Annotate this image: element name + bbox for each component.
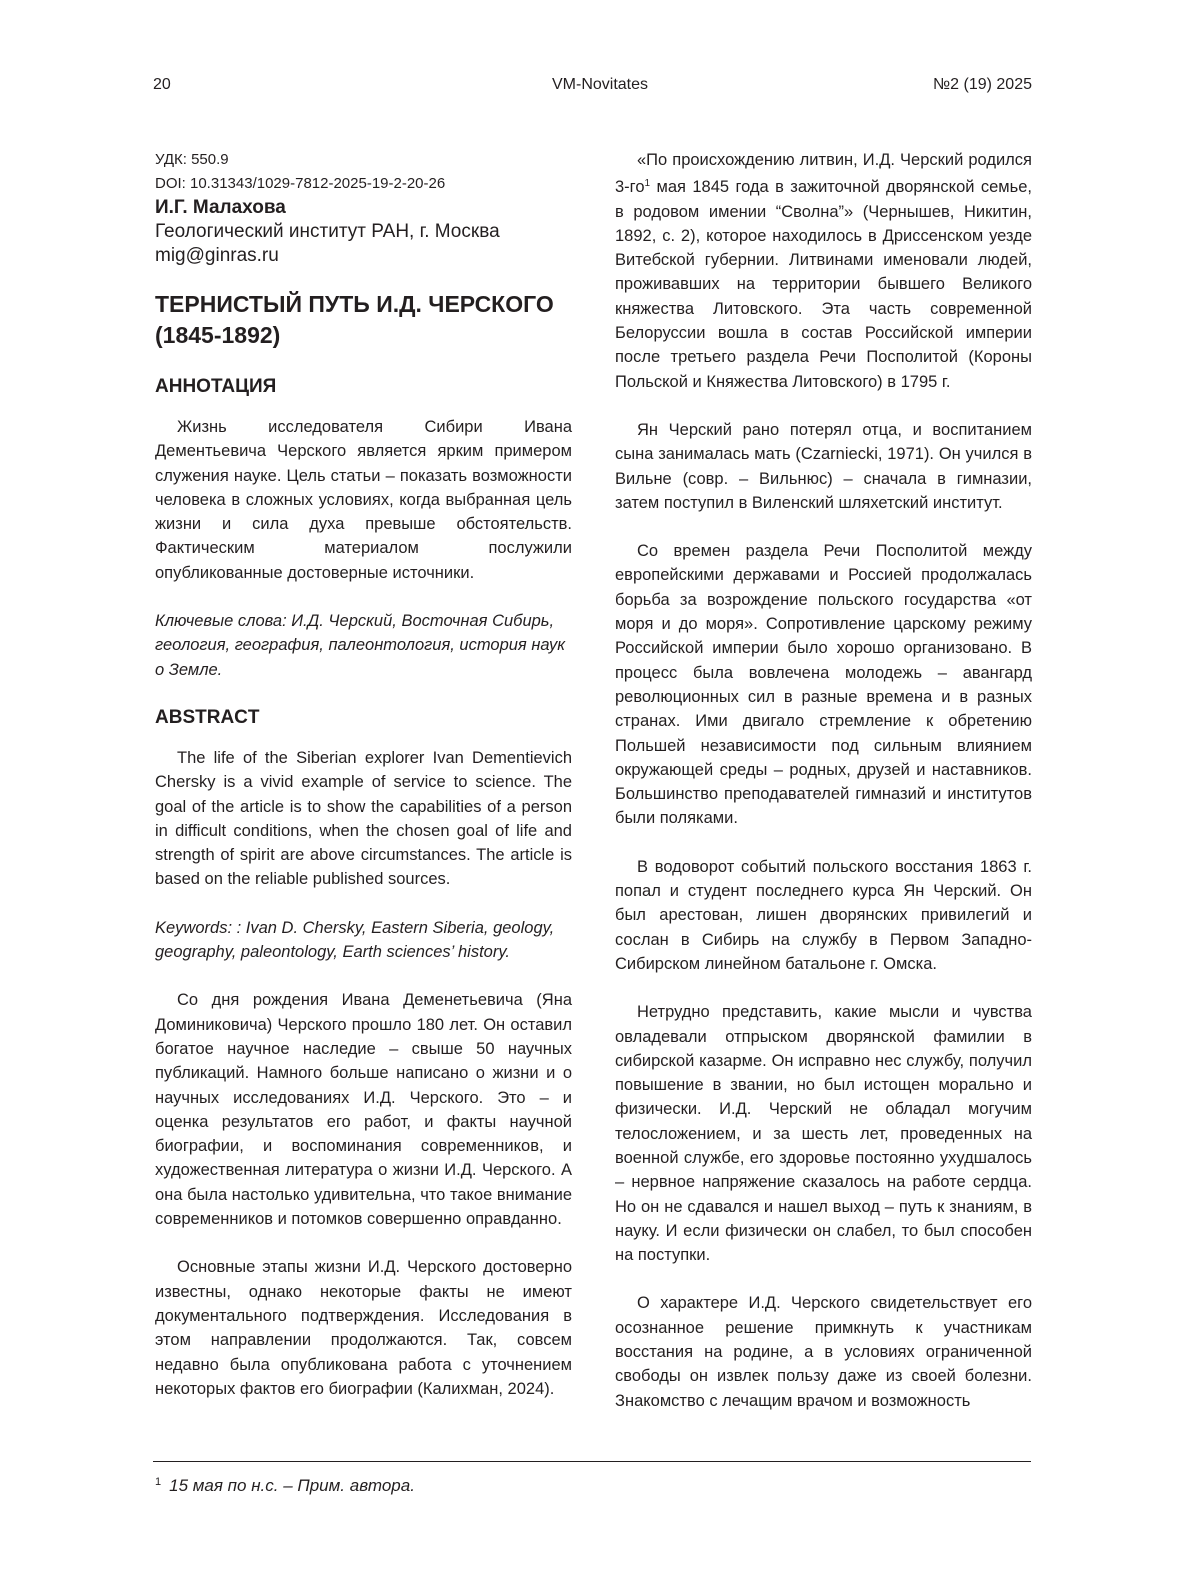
body-paragraph: Со дня рождения Ивана Деменетьевича (Яна Доминиковича) Черского прошло 180 лет. Он оставил богатое научное наследие – свыше 50 научных публикаций. Намного больше написано о жизни и о научных исследованиях И.Д. Черского. Это – и оценка результатов его работ, и факты научной биографии, и воспоминания современников, и художественная литература о жизни И.Д. Черского. А она была настолько удивительна, что такое внимание современников и потомков совершенно оправданно. <box>155 991 572 1229</box>
body-paragraph: В водоворот событий польского восстания 1863 г. попал и студент последнего курса Ян Черский. Он был арестован, лишен дворянских привилегий и сослан в Сибирь на службу в Первом Западно-Сибирском линейном батальоне г. Омска. <box>615 857 1032 973</box>
doi: DOI: 10.31343/1029-7812-2025-19-2-20-26 <box>155 175 446 192</box>
affiliation: Геологический институт РАН, г. Москва <box>155 221 500 242</box>
abstract-heading: ABSTRACT <box>155 706 260 728</box>
body-paragraph: О характере И.Д. Черского свидетельствует его осознанное решение примкнуть к участникам восстания на родине, а в условиях ограниченной свободы он извлек пользу даже из своей болезни. Знакомство с лечащим врачом и возможность <box>615 1294 1032 1410</box>
page-number: 20 <box>153 76 171 93</box>
body-paragraph: Со времен раздела Речи Посполитой между европейскими державами и Россией продолжалась борьба за возрождение польского государства «от моря и до моря». Сопротивление царскому режиму Российской империи было хорошо организовано. В процесс была вовлечена молодежь – авангард революционных сил в разные времена и в разных странах. Ими двигало стремление к обретению Польшей независимости под сильным влиянием окружающей среды – родных, друзей и наставников. Большинство преподавателей гимназий и институтов были поляками. <box>615 542 1032 828</box>
paragraph-text: мая 1845 года в зажиточной дворянской семье, в родовом имении “Сволна”» (Чернышев, Никитин, 1892, с. 2), которое находилось в Дриссенском уезде Витебской губернии. Литвинами именовали людей, проживавших на территории бывшего Великого княжества Литовского. Эта часть современной Белоруссии вошла в состав Российской империи после третьего раздела Речи Посполитой (Короны Польской и Княжества Литовского) в 1795 г. <box>615 178 1032 391</box>
annotation-heading: АННОТАЦИЯ <box>155 376 277 397</box>
body-paragraph: Ян Черский рано потерял отца, и воспитанием сына занималась мать (Czarniecki, 1971). Он учился в Вильне (совр. – Вильнюс) – сначала в гимназии, затем поступил в Виленский шляхетский институт. <box>615 420 1032 512</box>
body-paragraph: Основные этапы жизни И.Д. Черского достоверно известны, однако некоторые факты не имеют документального подтверждения. Исследования в этом направлении продолжаются. Так, совсем недавно была опубликована работа с уточнением некоторых фактов его биографии (Калихман, 2024). <box>155 1258 572 1398</box>
article-title-line2: (1845-1892) <box>155 322 281 348</box>
paragraph-text: «По происхождению литвин, И.Д. Черский родился 3-го <box>615 151 1032 197</box>
author-email: mig@ginras.ru <box>155 245 279 266</box>
article-title <box>155 289 572 351</box>
issue-number: №2 (19) 2025 <box>933 76 1032 93</box>
annotation-keywords: Ключевые слова: И.Д. Черский, Восточная Сибирь, геология, география, палеонтология, история наук о Земле. <box>155 612 566 679</box>
udk: УДК: 550.9 <box>155 151 229 168</box>
footnote-reference[interactable]: 1 <box>644 178 651 190</box>
footnote <box>155 1476 415 1496</box>
footnote-divider <box>153 1461 1031 1462</box>
author-name: И.Г. Малахова <box>155 197 286 218</box>
abstract-text: The life of the Siberian explorer Ivan Dementievich Chersky is a vivid example of service to science. The goal of the article is to show the capabilities of a person in difficult conditions, when the chosen goal of life and strength of spirit are above circumstances. The article is based on the reliable published sources. <box>155 748 572 889</box>
annotation-text: Жизнь исследователя Сибири Ивана Дементьевича Черского является ярким примером служения науке. Цель статьи – показать возможности человека в сложных условиях, когда выбранная цель жизни и сила духа превыше обстоятельств. Фактическим материалом послужили опубликованные достоверные источники. <box>155 418 572 582</box>
journal-name: VM-Novitates <box>551 76 649 93</box>
footnote-marker: 1 <box>155 1476 162 1488</box>
abstract-keywords: Keywords: : Ivan D. Chersky, Eastern Siberia, geology, geography, paleontology, Earth sciences’ history. <box>155 918 555 962</box>
body-paragraph <box>615 148 1032 394</box>
footnote-text: 15 мая по н.с. – Прим. автора. <box>169 1476 415 1495</box>
left-column <box>155 148 572 1401</box>
right-column <box>615 148 1032 1413</box>
body-paragraph: Нетрудно представить, какие мысли и чувства овладевали отпрыском дворянской фамилии в сибирской казарме. Он исправно нес службу, получил повышение в звании, но был истощен морально и физически. И.Д. Черский не обладал могучим телосложением, и за шесть лет, проведенных на военной службе, его здоровье постоянно ухудшалось – нервное напряжение сказалось на работе сердца. Но он не сдавался и нашел выход – путь к знаниям, в науку. И если физически он слабел, то был способен на поступки. <box>615 1003 1032 1265</box>
article-title-line1: ТЕРНИСТЫЙ ПУТЬ И.Д. ЧЕРСКОГО <box>155 291 554 317</box>
